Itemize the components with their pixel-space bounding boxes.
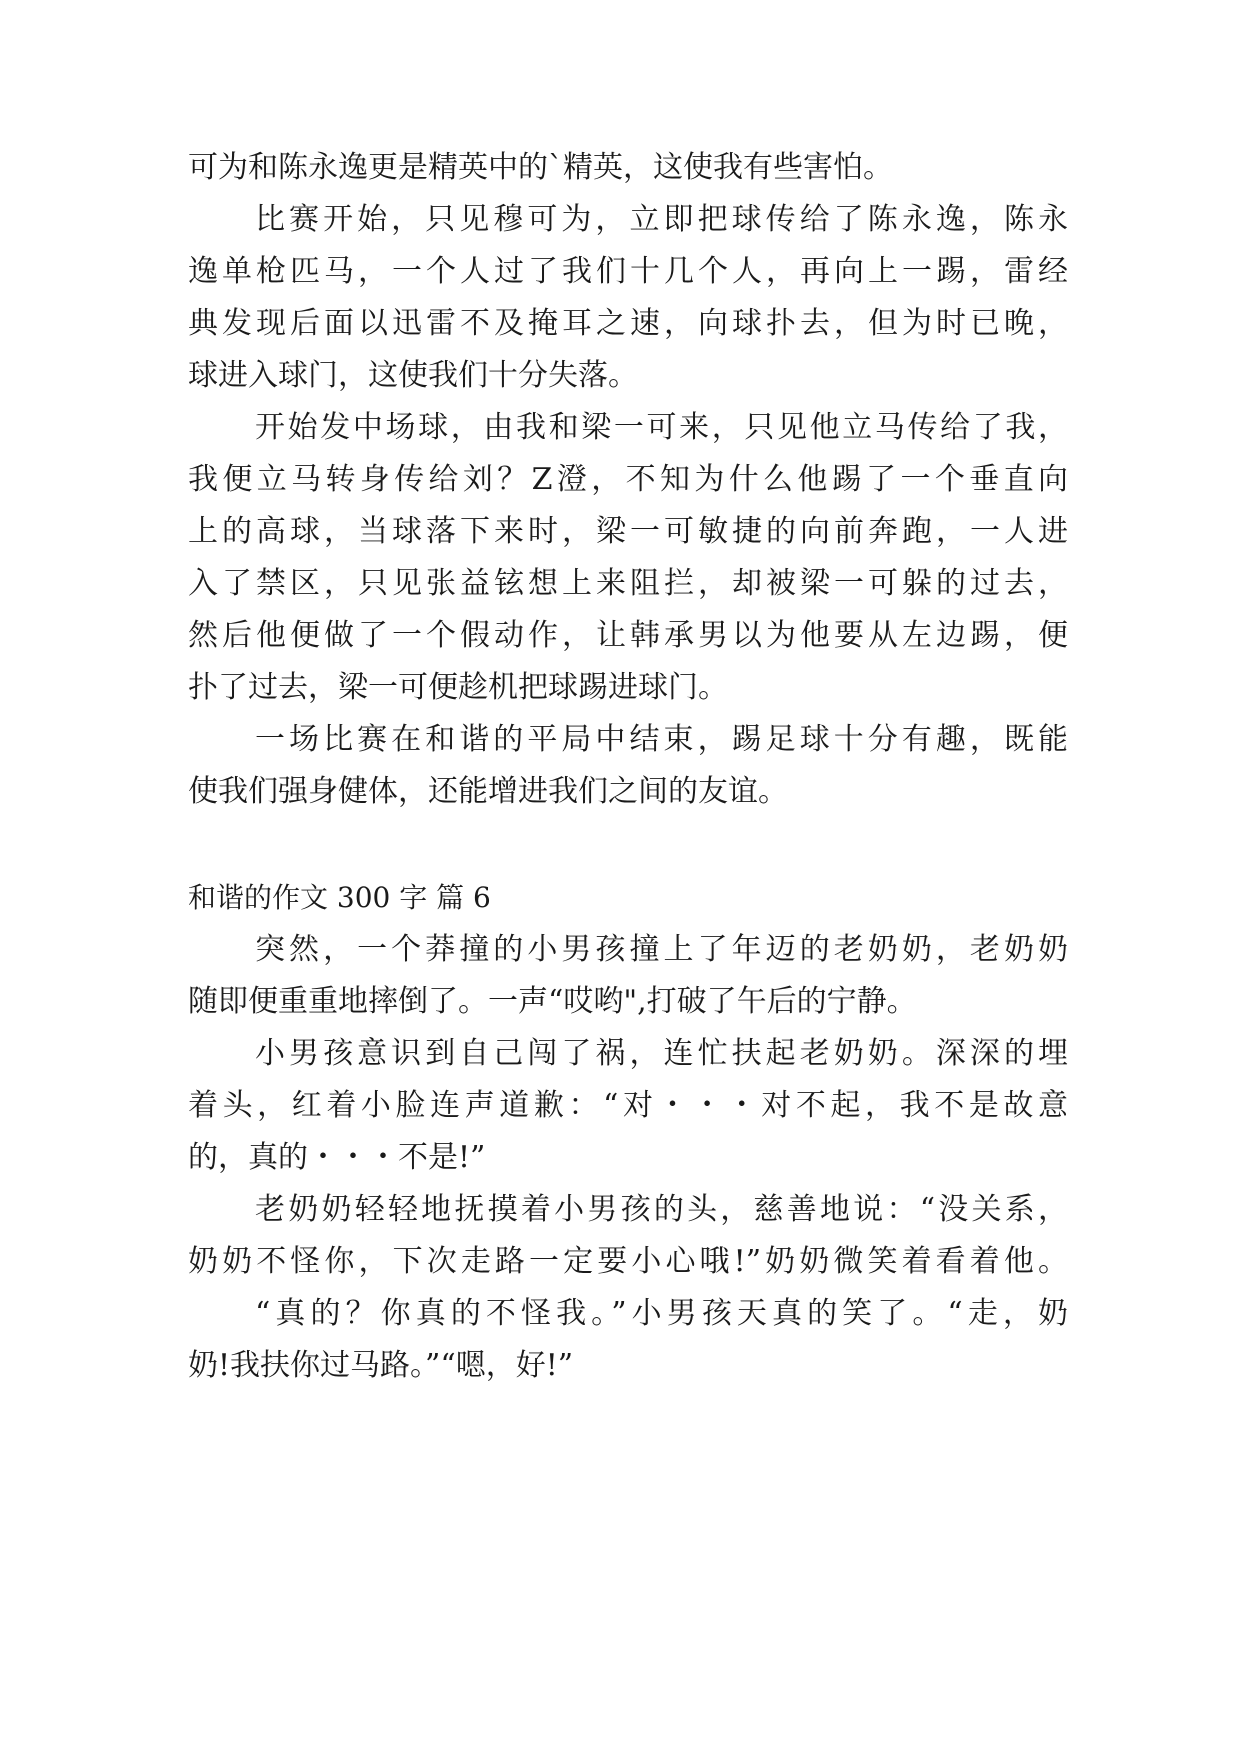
text-line: 着头，红着小脸连声道歉：“对・・・对不起，我不是故意 <box>188 1088 1068 1123</box>
text-line: 典发现后面以迅雷不及掩耳之速，向球扑去，但为时已晚， <box>188 306 1068 341</box>
text-line: 使我们强身健体，还能增进我们之间的友谊。 <box>188 774 788 809</box>
text-line: 的，真的・・・不是!” <box>188 1140 486 1175</box>
text-line: 奶!我扶你过马路。”“嗯，好!” <box>188 1348 574 1383</box>
text-line: 一场比赛在和谐的平局中结束，踢足球十分有趣，既能 <box>255 722 1068 757</box>
text-line: 入了禁区，只见张益铉想上来阻拦，却被梁一可躲的过去， <box>188 566 1068 601</box>
text-line: “真的？你真的不怪我。”小男孩天真的笑了。“走，奶 <box>255 1296 1068 1331</box>
text-line: 可为和陈永逸更是精英中的`精英，这使我有些害怕。 <box>188 150 893 185</box>
text-line: 然后他便做了一个假动作，让韩承男以为他要从左边踢，便 <box>188 618 1068 653</box>
text-line: 比赛开始，只见穆可为，立即把球传给了陈永逸，陈永 <box>255 202 1068 237</box>
text-line: 随即便重重地摔倒了。一声“哎哟",打破了午后的宁静。 <box>188 984 917 1019</box>
text-line: 突然，一个莽撞的小男孩撞上了年迈的老奶奶，老奶奶 <box>255 932 1068 967</box>
text-line: 上的高球，当球落下来时，梁一可敏捷的向前奔跑，一人进 <box>188 514 1068 549</box>
text-line: 逸单枪匹马，一个人过了我们十几个人，再向上一踢，雷经 <box>188 254 1068 289</box>
text-line: 我便立马转身传给刘？Z澄，不知为什么他踢了一个垂直向 <box>188 462 1068 497</box>
text-line: 扑了过去，梁一可便趁机把球踢进球门。 <box>188 670 728 705</box>
text-line: 奶奶不怪你，下次走路一定要小心哦!”奶奶微笑着看着他。 <box>188 1244 1068 1279</box>
section-title: 和谐的作文 300 字 篇 6 <box>188 881 491 914</box>
text-line: 小男孩意识到自己闯了祸，连忙扶起老奶奶。深深的埋 <box>255 1036 1068 1071</box>
text-line: 球进入球门，这使我们十分失落。 <box>188 358 638 393</box>
text-line: 老奶奶轻轻地抚摸着小男孩的头，慈善地说：“没关系， <box>255 1192 1068 1227</box>
text-line: 开始发中场球，由我和梁一可来，只见他立马传给了我， <box>255 410 1068 445</box>
